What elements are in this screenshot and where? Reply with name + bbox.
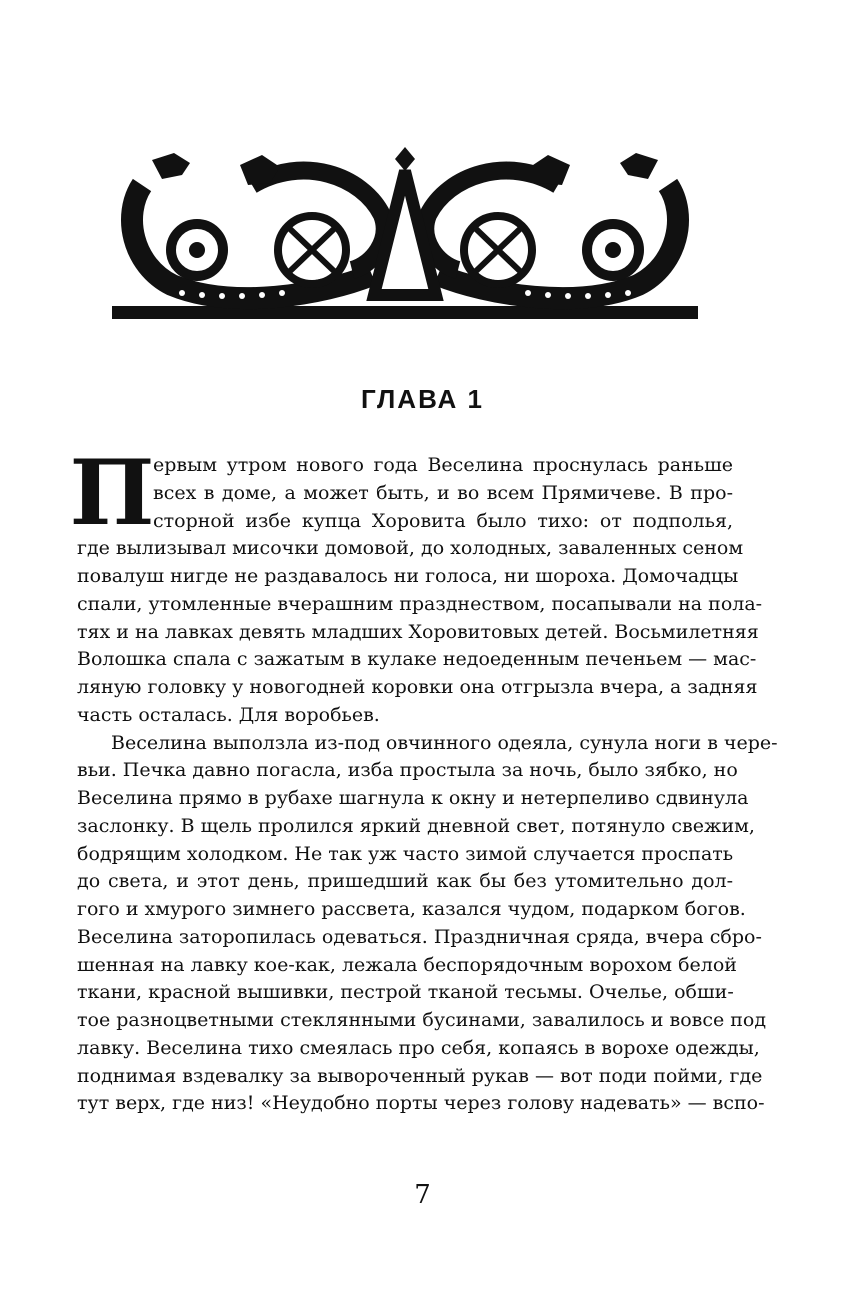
text-line: Веселина выползла из-под овчинного одеяла, сунула ноги в чере- [111,731,778,754]
text-line: тях и на лавках девять младших Хоровитовых детей. Восьмилетняя [77,620,759,643]
text-line: где вылизывал мисочки домовой, до холодных, заваленных сеном [77,537,744,560]
text-line: часть осталась. Для воробьев. [77,703,380,726]
text-line: поднимая вздевалку за вывороченный рукав — вот поди пойми, где [77,1064,763,1087]
chapter-title: ГЛАВА 1 [360,384,485,414]
decorative-ornament-header [112,145,698,320]
text-line: бодрящим холодком. Не так уж часто зимой случается проспать [77,842,734,865]
text-line: сторной избе купца Хоровита было тихо: от подполья, [153,509,733,532]
text-line: тут верх, где низ! «Неудобно порты через голову надевать» — вспо- [77,1092,765,1115]
text-line: ткани, красной вышивки, пестрой тканой тесьмы. Очелье, обши- [77,981,734,1004]
text-line: ервым утром нового года Веселина проснулась раньше [153,454,733,476]
knotwork-dragons-illustration [112,145,698,320]
text-line: лавку. Веселина тихо смеялась про себя, копаясь в ворохе одежды, [77,1036,760,1059]
text-line: повалуш нигде не раздавалось ни голоса, ни шороха. Домочадцы [77,565,739,587]
text-line: вьи. Печка давно погасла, изба простыла за ночь, было зябко, но [77,759,738,782]
text-line: заслонку. В щель пролился яркий дневной свет, потянуло свежим, [77,814,755,837]
text-line: гого и хмурого зимнего рассвета, казался чудом, подарком богов. [77,898,746,920]
text-line: всех в доме, а может быть, и во всем Прямичеве. В про- [153,481,733,504]
text-line: Веселина заторопилась одеваться. Праздничная сряда, вчера сбро- [77,925,762,948]
svg-text:П: П [69,440,155,546]
text-line: шенная на лавку кое-как, лежала беспорядочным ворохом белой [77,953,737,976]
text-line: тое разноцветными стеклянными бусинами, завалилось и вовсе под [77,1009,767,1031]
text-line: ляную головку у новогодней коровки она отгрызла вчера, а задняя [77,676,758,698]
page-number: 7 [414,1180,431,1210]
body-text [77,452,778,1118]
text-line: спали, утомленные вчерашним празднеством, посапывали на пола- [77,592,763,615]
text-line: Волошка спала с зажатым в кулаке недоеденным печеньем — мас- [77,648,757,671]
text-line: Веселина прямо в рубахе шагнула к окну и нетерпеливо сдвинула [77,787,749,809]
text-line: до света, и этот день, пришедший как бы без утомительно дол- [77,870,733,893]
